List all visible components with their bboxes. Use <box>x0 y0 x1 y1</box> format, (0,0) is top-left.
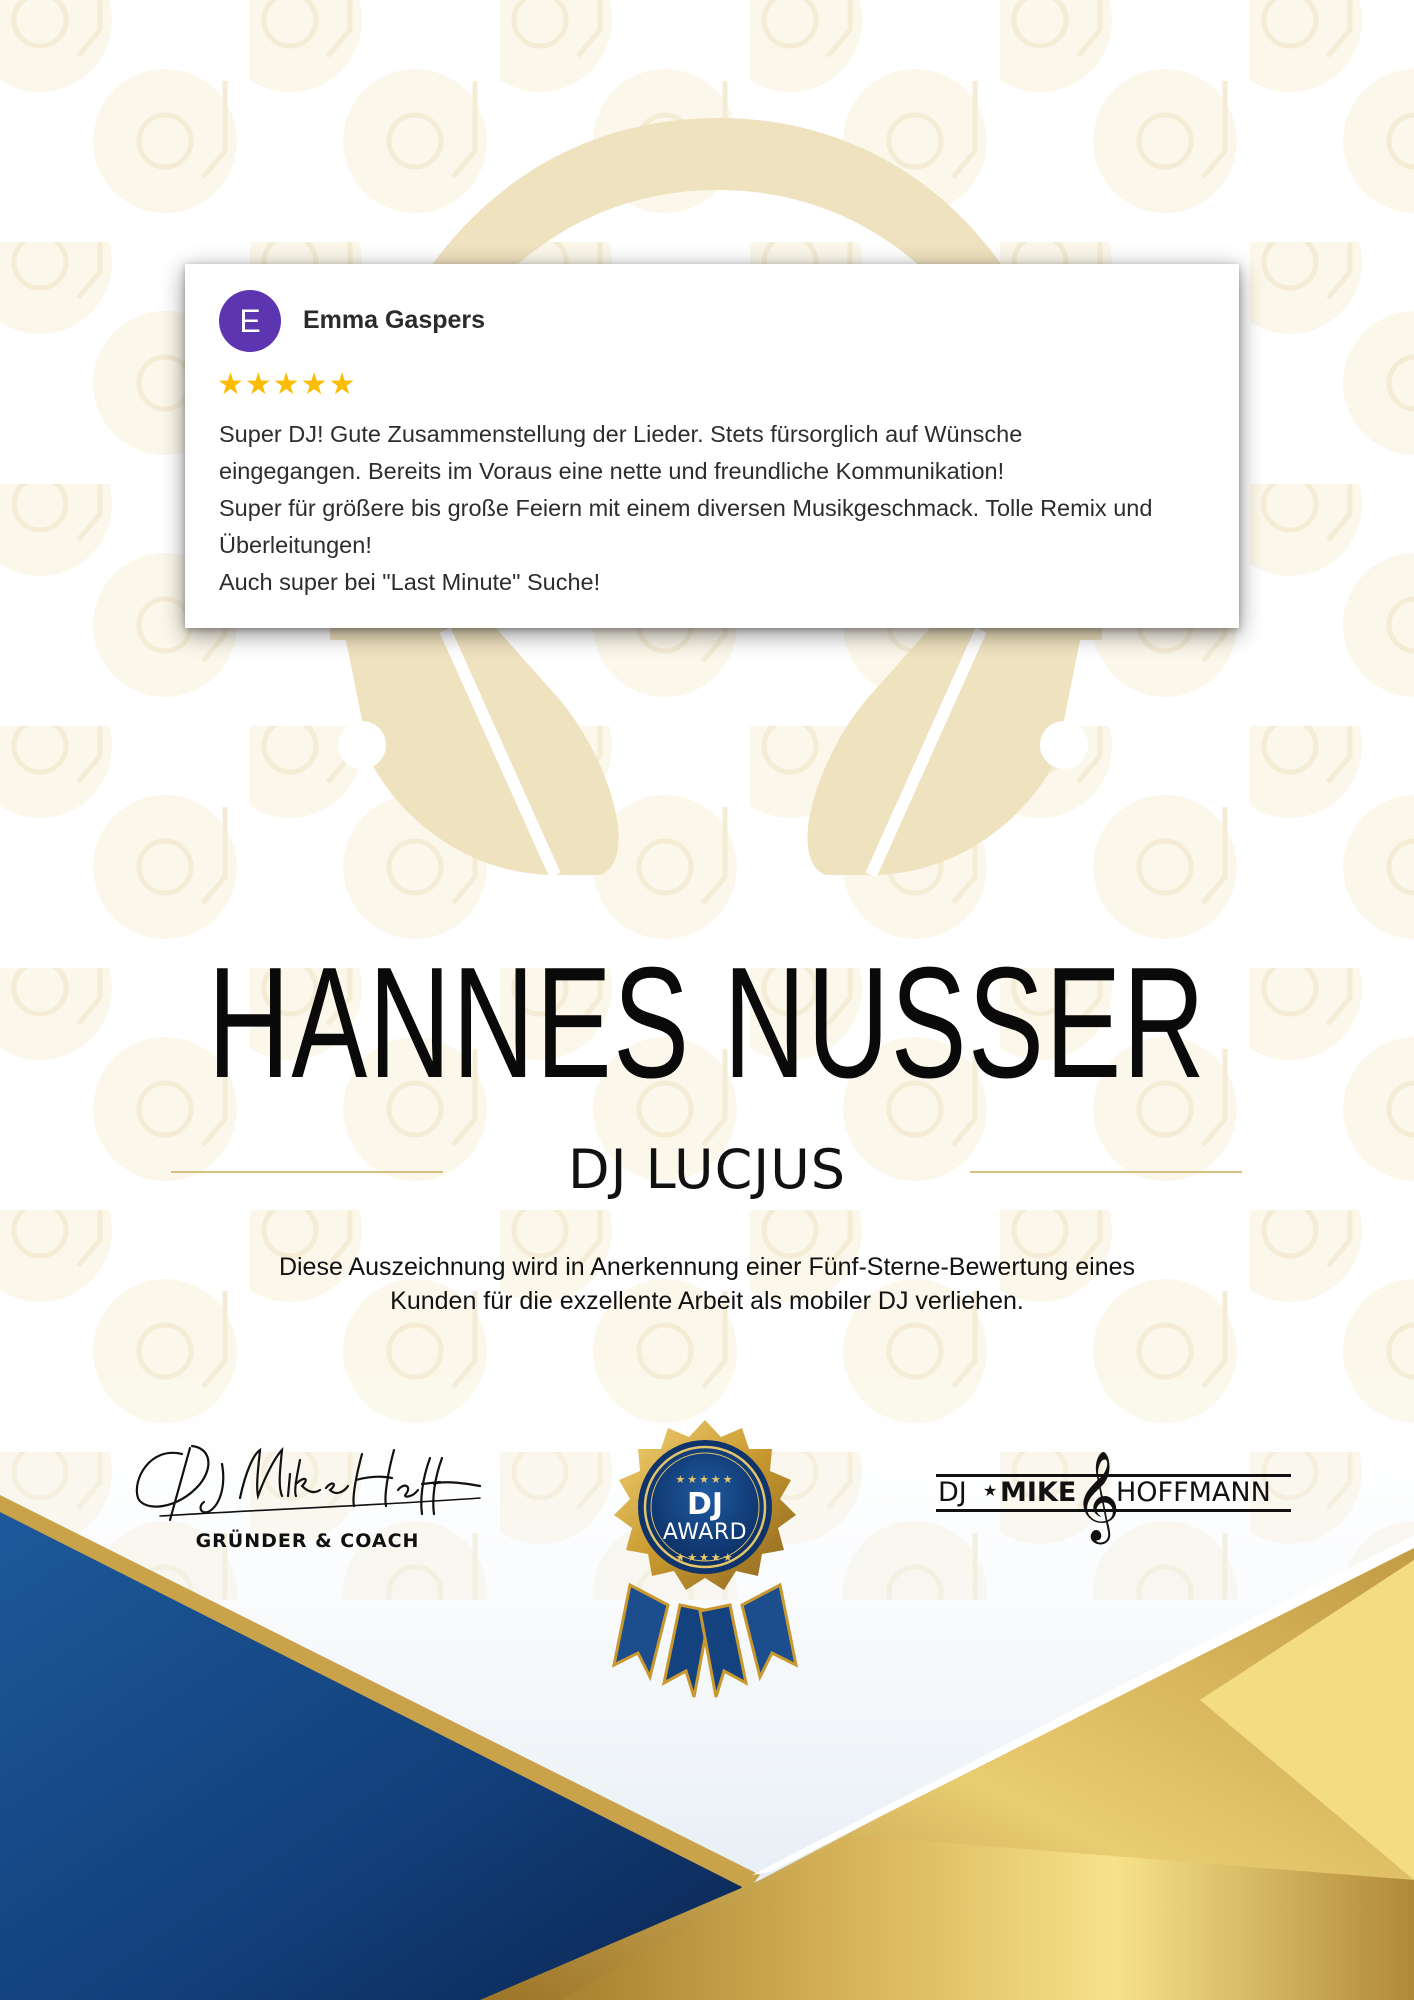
seal-stars-bottom: ★★★★★ <box>675 1551 735 1564</box>
seal-stars-top: ★★★★★ <box>675 1473 735 1486</box>
recipient-name: HANNES NUSSER <box>207 935 1207 1111</box>
star-rating: ★★★★★ <box>217 367 357 402</box>
star-icon: ★ <box>983 1481 998 1500</box>
logo-hoffmann-text: HOFFMANN <box>1116 1477 1271 1508</box>
description-line: Diese Auszeichnung wird in Anerkennung einer Fünf-Sterne-Bewertung eines <box>278 1253 1136 1281</box>
signer-title: GRÜNDER & COACH <box>195 1530 420 1552</box>
description-line: Kunden für die exzellente Arbeit als mobiler DJ verliehen. <box>390 1287 1024 1315</box>
handwritten-signature <box>130 1440 485 1530</box>
treble-clef-icon: 𝄞 <box>1074 1451 1121 1541</box>
seal-award-text: AWARD <box>662 1520 748 1545</box>
logo-dj-text: DJ <box>938 1477 967 1508</box>
dj-mike-hoffmann-logo <box>936 1450 1291 1540</box>
seal-dj-text: DJ <box>686 1487 724 1522</box>
dj-name-subtitle: DJ LUCJUS <box>567 1138 847 1201</box>
review-line: Super DJ! Gute Zusammenstellung der Lieder. Stets fürsorglich auf Wünsche <box>219 421 1023 447</box>
signature-block <box>130 1440 470 1560</box>
award-description <box>207 1250 1207 1318</box>
reviewer-name: Emma Gaspers <box>303 306 486 334</box>
reviewer-avatar: E <box>219 290 281 352</box>
dj-award-seal <box>590 1415 820 1705</box>
review-line: eingegangen. Bereits im Voraus eine nette und freundliche Kommunikation! <box>219 458 1005 484</box>
review-text <box>219 416 1219 601</box>
review-line: Auch super bei "Last Minute" Suche! <box>219 569 601 595</box>
review-card <box>185 264 1239 628</box>
review-line: Super für größere bis große Feiern mit einem diversen Musikgeschmack. Tolle Remix und <box>219 495 1153 521</box>
review-line: Überleitungen! <box>219 532 372 558</box>
logo-mike-text: MIKE <box>1000 1477 1077 1508</box>
divider-right <box>970 1171 1242 1173</box>
